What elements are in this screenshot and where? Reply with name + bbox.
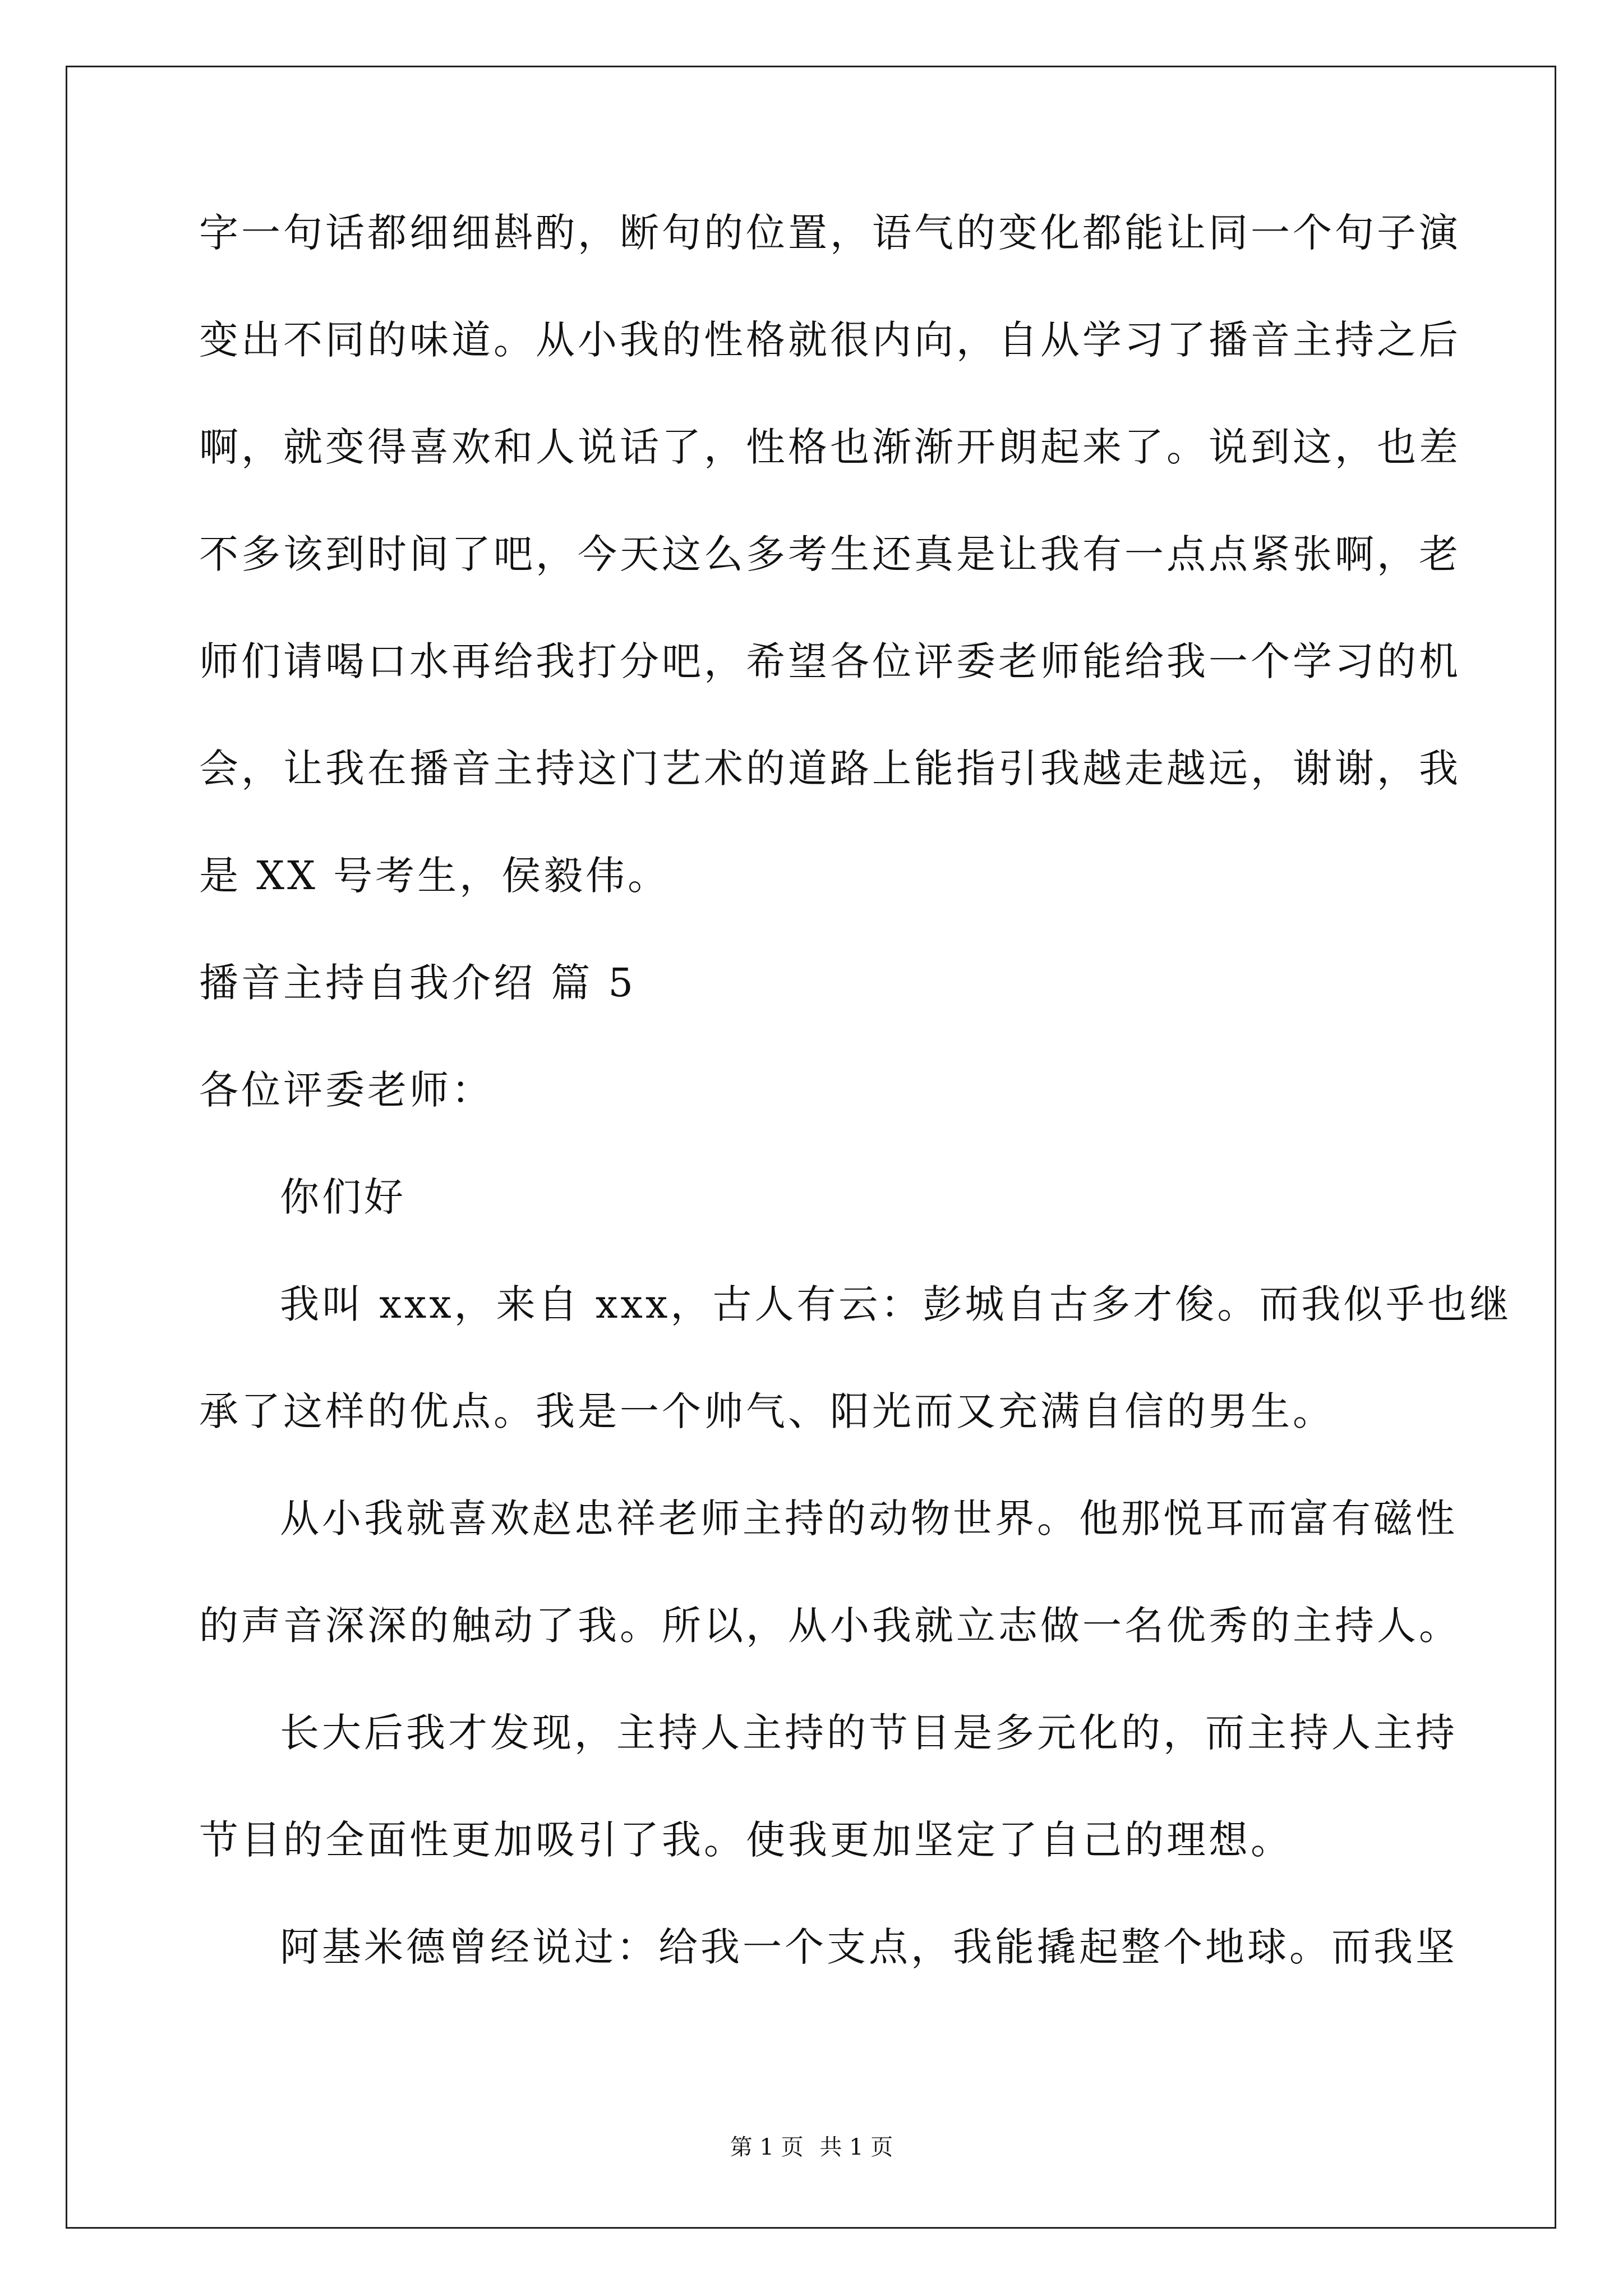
salutation: 各位评委老师： <box>199 1067 494 1113</box>
text-line: 从小我就喜欢赵忠祥老师主持的动物世界。他那悦耳而富有磁性 <box>280 1496 1458 1542</box>
text-line: 长大后我才发现，主持人主持的节目是多元化的，而主持人主持 <box>280 1710 1458 1756</box>
text-line: 阿基米德曾经说过：给我一个支点，我能撬起整个地球。而我坚 <box>280 1924 1458 1970</box>
document-body <box>199 210 1512 2035</box>
text-line: 字一句话都细细斟酌，断句的位置，语气的变化都能让同一个句子演 <box>199 210 1461 256</box>
text-line: 节目的全面性更加吸引了我。使我更加坚定了自己的理想。 <box>199 1817 1293 1863</box>
text-line: 啊，就变得喜欢和人说话了，性格也渐渐开朗起来了。说到这，也差 <box>199 424 1461 470</box>
page-number: 第 1 页 <box>730 2134 804 2160</box>
text-line: 承了这样的优点。我是一个帅气、阳光而又充满自信的男生。 <box>199 1388 1335 1434</box>
text-line: 是 XX 号考生，侯毅伟。 <box>199 853 670 899</box>
text-line: 我叫 xxx，来自 xxx，古人有云：彭城自古多才俊。而我似乎也继 <box>280 1281 1512 1327</box>
text-line: 师们请喝口水再给我打分吧，希望各位评委老师能给我一个学习的机 <box>199 638 1461 684</box>
text-line: 的声音深深的触动了我。所以，从小我就立志做一名优秀的主持人。 <box>199 1603 1461 1649</box>
page-total: 共 1 页 <box>819 2134 893 2160</box>
text-line: 不多该到时间了吧，今天这么多考生还真是让我有一点点紧张啊，老 <box>199 531 1461 577</box>
greeting: 你们好 <box>280 1174 406 1220</box>
text-line: 变出不同的味道。从小我的性格就很内向，自从学习了播音主持之后 <box>199 317 1461 363</box>
text-line: 会，让我在播音主持这门艺术的道路上能指引我越走越远，谢谢，我 <box>199 746 1461 792</box>
section-heading: 播音主持自我介绍 篇 5 <box>199 960 637 1006</box>
page-footer <box>0 2136 1623 2159</box>
